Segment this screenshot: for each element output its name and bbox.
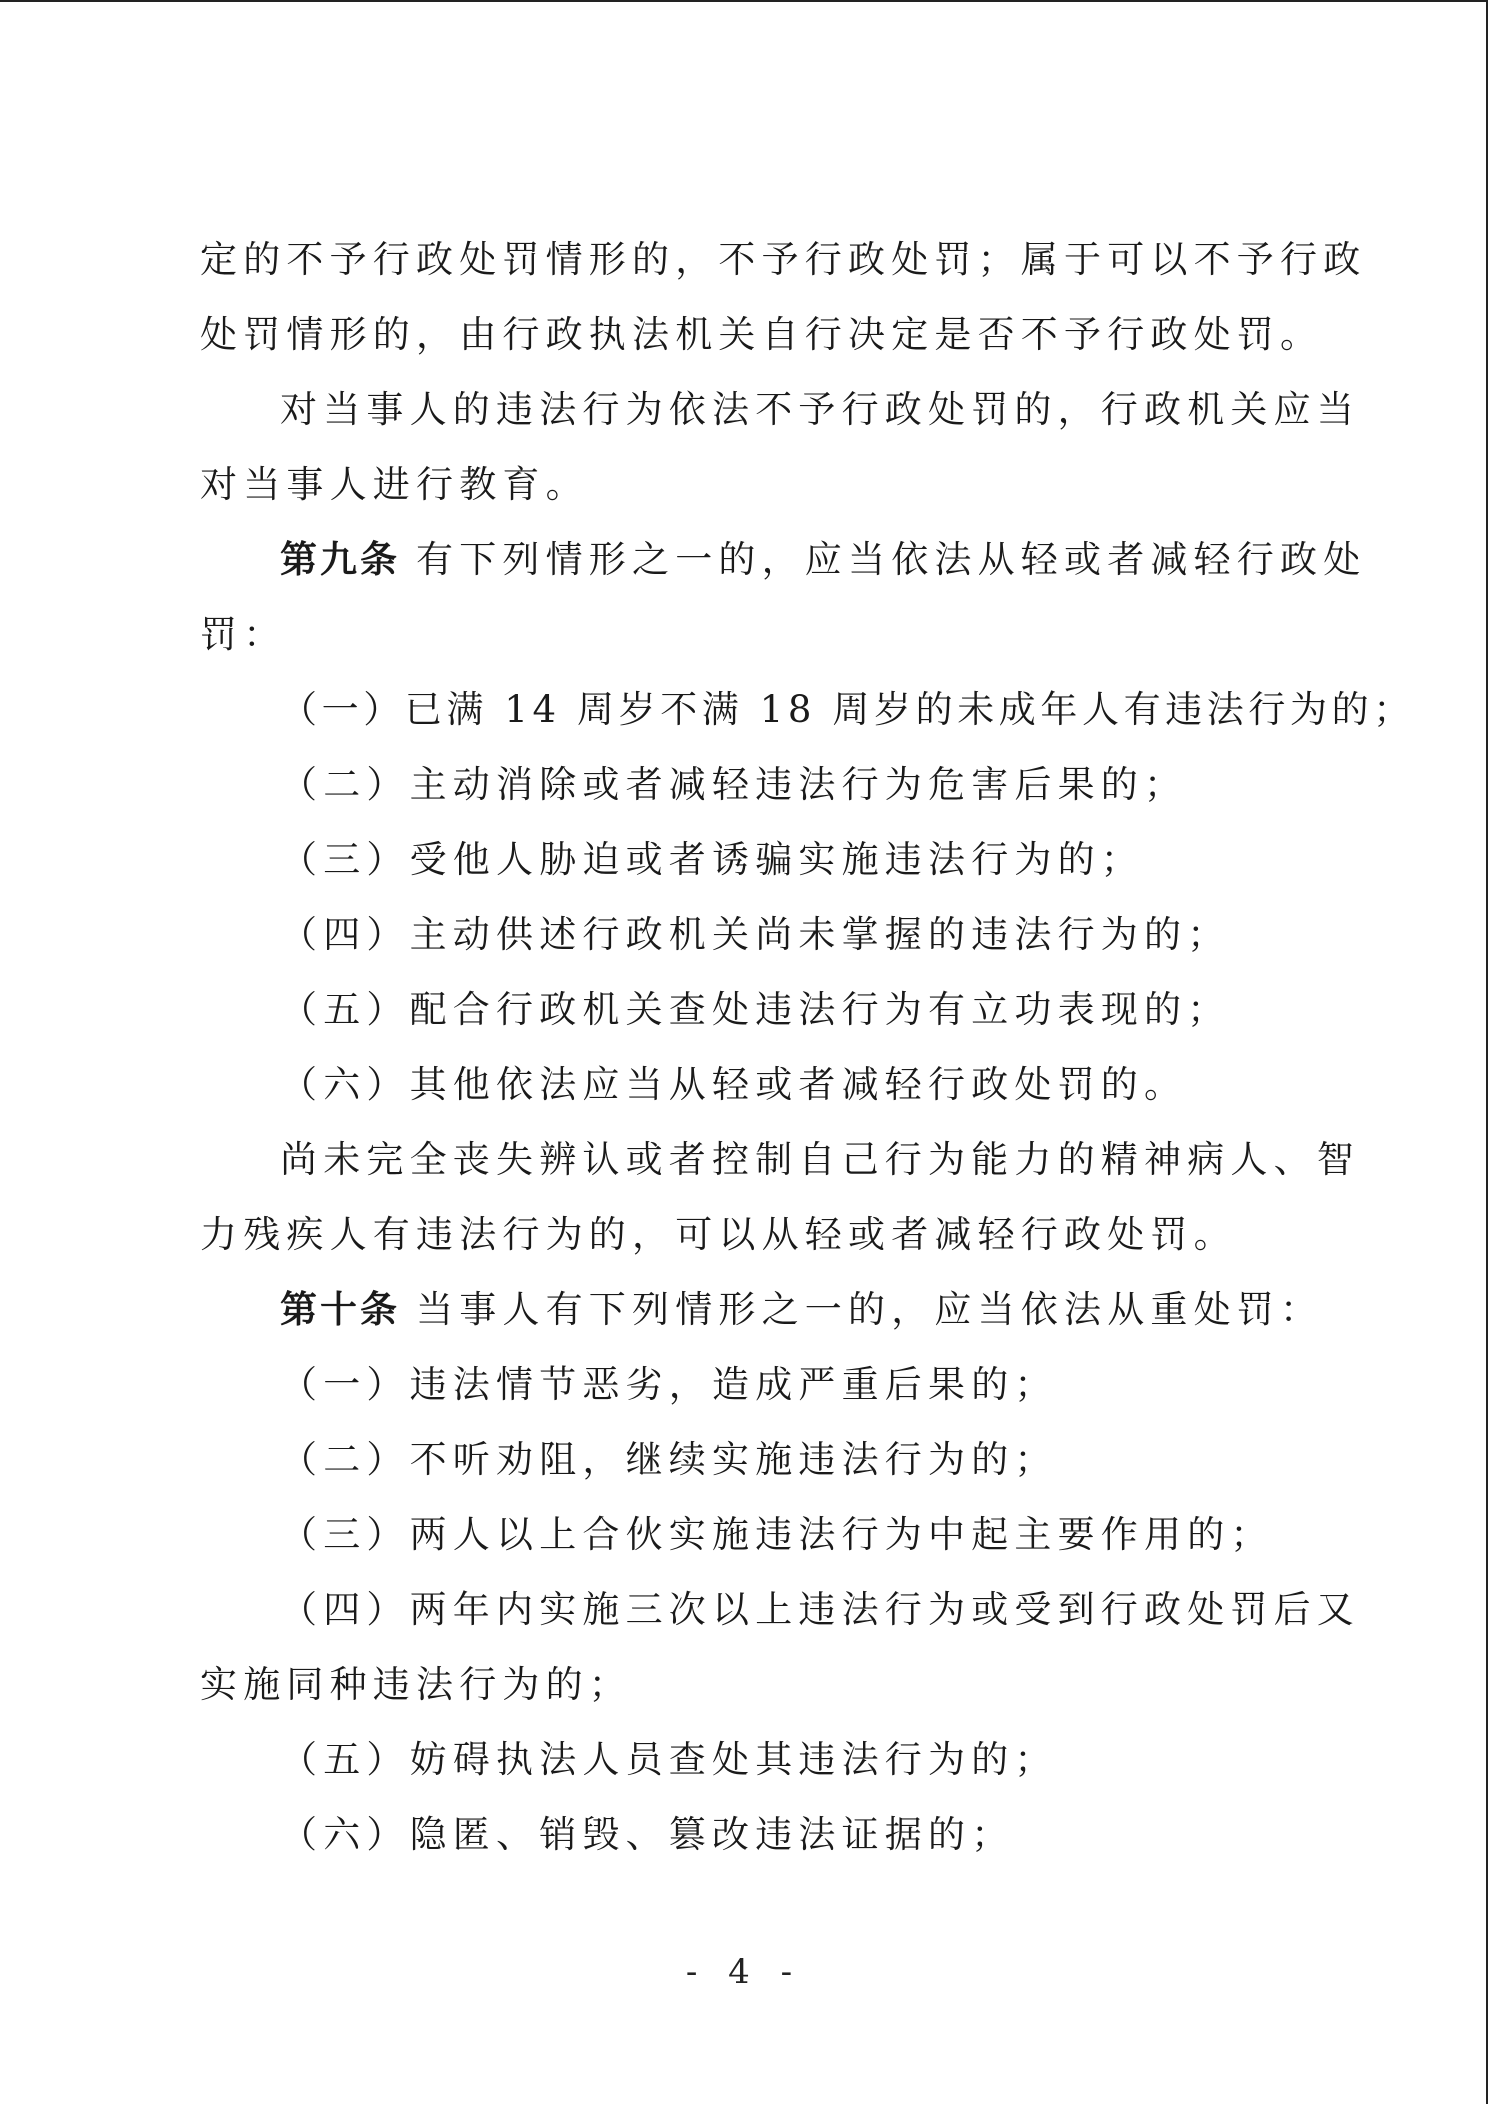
paragraph-line: 定的不予行政处罚情形的，不予行政处罚；属于可以不予行政 [200,238,1367,281]
article-10-title: 第十条 [280,1288,400,1331]
paragraph-line: 对当事人的违法行为依法不予行政处罚的，行政机关应当 [280,388,1360,431]
paragraph-line: 力残疾人有违法行为的，可以从轻或者减轻行政处罚。 [200,1213,1237,1256]
article-9-title: 第九条 [280,538,400,581]
list-item: （一）违法情节恶劣，造成严重后果的； [280,1363,1058,1406]
paragraph-text: 当事人有下列情形之一的，应当依法从重处罚： [416,1288,1324,1331]
list-item: （四）主动供述行政机关尚未掌握的违法行为的； [280,913,1231,956]
page-number: - 4 - [685,1952,803,1992]
list-item: （三）两人以上合伙实施违法行为中起主要作用的； [280,1513,1274,1556]
paragraph-line: 实施同种违法行为的； [200,1663,632,1706]
paragraph-line: 对当事人进行教育。 [200,463,589,506]
list-item: （三）受他人胁迫或者诱骗实施违法行为的； [280,838,1144,881]
paragraph-line: 尚未完全丧失辨认或者控制自己行为能力的精神病人、智 [280,1138,1360,1181]
article-10-heading-line [200,1278,1324,1353]
paragraph-text: 有下列情形之一的，应当依法从轻或者减轻行政处 [416,538,1367,581]
paragraph-line: 罚： [200,613,287,656]
list-item: （六）隐匿、销毁、篡改违法证据的； [280,1813,1015,1856]
list-item: （一）已满 14 周岁不满 18 周岁的未成年人有违法行为的； [280,688,1415,731]
list-item: （二）主动消除或者减轻违法行为危害后果的； [280,763,1188,806]
document-body [200,228,1415,1878]
page-border-top [0,0,1488,2]
list-item: （四）两年内实施三次以上违法行为或受到行政处罚后又 [280,1588,1360,1631]
list-item: （二）不听劝阻，继续实施违法行为的； [280,1438,1058,1481]
article-9-heading-line [200,528,1367,603]
list-item: （六）其他依法应当从轻或者减轻行政处罚的。 [280,1063,1188,1106]
list-item: （五）配合行政机关查处违法行为有立功表现的； [280,988,1231,1031]
list-item: （五）妨碍执法人员查处其违法行为的； [280,1738,1058,1781]
paragraph-line: 处罚情形的，由行政执法机关自行决定是否不予行政处罚。 [200,313,1324,356]
